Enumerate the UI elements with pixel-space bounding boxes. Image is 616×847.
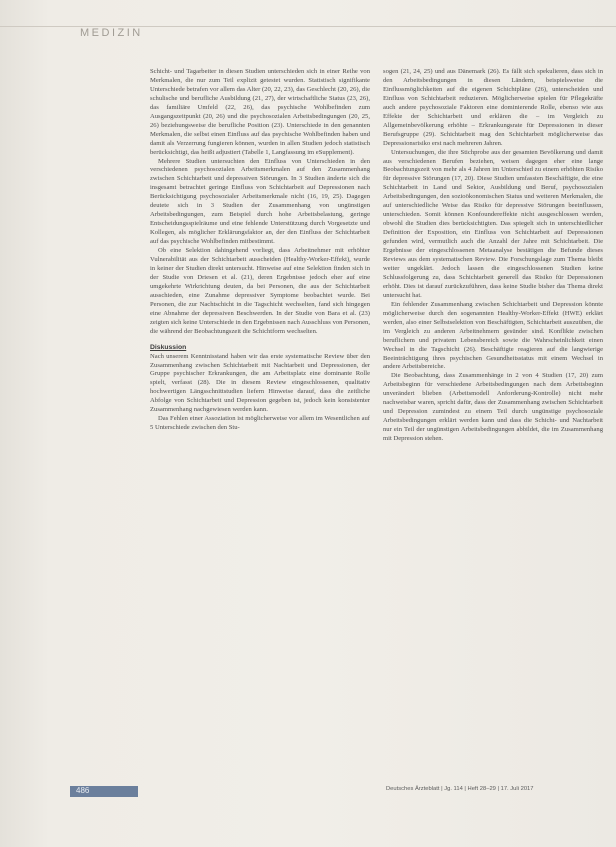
body-paragraph: Das Fehlen einer Assoziation ist möglicherweise vor allem im Wesentlichen auf 5 Unterschiede zwischen den Stu-	[150, 415, 370, 432]
journal-reference: Deutsches Ärzteblatt | Jg. 114 | Heft 28–29 | 17. Juli 2017	[386, 786, 534, 792]
body-paragraph: Nach unserem Kenntnisstand haben wir das erste systematische Review über den Zusammenhang zwischen Schichtarbeit mit Nachtarbeit und Depressionen, der Gruppe psychischer Erkrankungen, die am Arbeitsplatz eine dominante Rolle spielt, verfasst (28). Die in diesem Review eingeschlossenen, qualitativ hochwertigen Längsschnittstudien liefern Hinweise darauf, dass die zeitliche Abfolge von Schichtarbeit und Depression gegeben ist, jedoch kein konsistenter Zusammenhang nachgewiesen werden kann.	[150, 352, 370, 414]
body-paragraph: Die Beobachtung, dass Zusammenhänge in 2 von 4 Studien (17, 20) zum Arbeitsbeginn für verschiedene Arbeitsbedingungen nach dem Arbeitsbeginn unverändert blieben (Arbeitsmodell Anforderung-Kontrolle) nicht mehr nachweisbar waren, spricht dafür, dass der Zusammenhang zwischen Schichtarbeit und Depression zumindest zu einem Teil durch ungünstige psychosoziale Arbeitsbedingungen erklärt werden kann und dass die Schicht- und Nachtarbeit nur ein Teil der ungünstigen Arbeitsbedingungen abbildet, die im Zusammenhang mit Depression stehen.	[383, 372, 603, 443]
right-column	[383, 68, 603, 444]
page-number: 486	[76, 786, 90, 795]
body-paragraph: Schicht- und Tagarbeiter in diesen Studien unterschieden sich in einer Reihe von Merkmalen, die nur zum Teil explizit getestet wurden. Statistisch signifikante Unterschiede betrafen vor allem das Alter (20, 22, 23), das Geschlecht (20, 26), die schulische und berufliche Ausbildung (21, 27), der wirtschaftliche Status (23, 26), das familiäre Umfeld (22, 26), das psychische Wohlbefinden zum Ausgangszeitpunkt (20, 26) und die psychosozialen Arbeitsbedingungen (20, 25, 26) beziehungsweise die berufliche Position (23). Unterschiede in den genannten Merkmalen, die selbst einen Einfluss auf das psychische Wohlbefinden haben und damit als Verzerrung fungieren können, wurden in allen Studien jedoch statistisch berücksichtigt, das heißt adjustiert (Tabelle 1, Langfassung im eSupplement).	[150, 68, 370, 156]
body-paragraph: Ein fehlender Zusammenhang zwischen Schichtarbeit und Depression könnte möglicherweise durch den sogenannten Healthy-Worker-Effekt (HWE) erklärt werden, also einer Selbstselektion von Beschäftigten, Schichtarbeit auszuüben, die im Vergleich zu anderen Arbeitnehmern gesünder sind. Konflikte zwischen beruflichem und privatem Lebensbereich sowie die Wahrscheinlichkeit einen Wechsel in die Tagschicht (26). Beschäftigte reagieren auf die langwierige Beeinträchtigung ihres psychischen Gesundheitsstatus mit einem Wechsel in andere Arbeitsbereiche.	[383, 300, 603, 371]
left-column	[150, 68, 370, 433]
body-paragraph: sogen (21, 24, 25) und aus Dänemark (26). Es fällt sich spekulieren, dass sich in den Arbeitsbedingungen in diesen Ländern, beispielsweise die Einflussmöglichkeiten auf die eigenen Schichtpläne (26), unterscheiden und Einfluss von Schichtarbeit reduzieren. Möglicherweise spielen für Pflegekräfte auch andere psychosoziale Faktoren eine dominierende Rolle, ebenso wie aus Effekte der Schichtarbeit und erklären die – im Vergleich zu Allgemeinbevölkerung erhöhte – Erkrankungsrate für Depressionen in dieser Berufsgruppe (29). Schichtarbeit mag den Schichtarbeit möglicherweise das Depressionsrisiko erst nach mehreren Jahren.	[383, 68, 603, 147]
body-paragraph: Mehrere Studien untersuchten den Einfluss von Unterschieden in den verschiedenen psychosozialen Arbeitsmerkmalen auf den Zusammenhang zwischen Schichtarbeit und depressiven Störungen. In 3 Studien änderte sich die insgesamt betrachtet geringe Einfluss von Schichtarbeit auf Depressionen nach Berücksichtigung psychosozialer Arbeitsmerkmale nicht (16, 19, 25). Dagegen deutete sich in 3 Studien der Zusammenhang von ungünstigen Arbeitsbedingungen, zum Beispiel durch hohe Arbeitsbelastung, geringe Entscheidungsspielräume und eine fehlende Unterstützung durch Vorgesetzte und Kollegen, als möglicher Erklärungsfaktor an, der den Einfluss der Schichtarbeit auf das psychische Wohlbefinden mitbestimmt.	[150, 157, 370, 246]
section-label: MEDIZIN	[80, 27, 143, 39]
discussion-heading: Diskussion	[150, 343, 187, 351]
body-paragraph: Ob eine Selektion dahingehend vorliegt, dass Arbeitnehmer mit erhöhter Vulnerabilität aus der Schichtarbeit ausscheiden (Healthy-Worker-Effekt), wurde in keiner der Studien direkt untersucht. Hinweise auf eine Selektion finden sich in der Studie von Driesen et al. (21), deren Ergebnisse jedoch eher auf eine umgekehrte Wirkrichtung deuten, da bei Personen, die aus der Schichtarbeit ausschieden, eine Zunahme depressiver Symptome beobachtet wurde. Bei Personen, die zur Nachtschicht in die Tagschicht wechselten, fand sich hingegen eine Abnahme der depressiven Beschwerden. In der Studie von Bara et al. (23) zeigten sich keine Unterschiede in den Ergebnissen nach Ausschluss von Personen, die während der Beobachtungszeit die Schichtform wechselten.	[150, 247, 370, 335]
body-paragraph: Untersuchungen, die ihre Stichprobe aus der gesamten Bevölkerung und damit aus verschiedenen Berufen beziehen, weisen dagegen eher eine lange Beobachtungszeit von mehr als 4 Jahren im Unterschied zu einem erhöhten Risiko für depressive Störungen (17, 20). Diese Studien umfassten Beschäftigte, die eine Schichtarbeit in Land und Sektor, Ausbildung und Beruf, psychosozialen Arbeitsbedingungen, den sozioökonomischen Status und weiteren Merkmalen, die auf unterschiedliche Weise das Risiko für depressive Störungen beeinflussen, unterschieden. Somit können Konfoundereffekte nicht ausgeschlossen werden, obwohl die Studien dies berücksichtigten. Das spiegelt sich in unterschiedlicher Definition der Exposition, ein Einfluss von Schichtarbeit auf Depressionen gefunden wird, vermutlich auch die Anzahl der Jahre mit Schichtarbeit. Die Ergebnisse der eingeschlossenen Metaanalyse bestätigen die Befunde dieses Reviews aus dem systematischen Review. Die Forschungslage zum Thema bleibt weiter ungeklärt. Jedoch lassen die eingeschlossenen Studien keine Schlussfolgerung zu, dass Schichtarbeit generell das Risiko für Depressionen erhöht. Dies ist darauf zurückzuführen, dass keine Studie bisher das Thema direkt untersucht hat.	[383, 148, 603, 299]
